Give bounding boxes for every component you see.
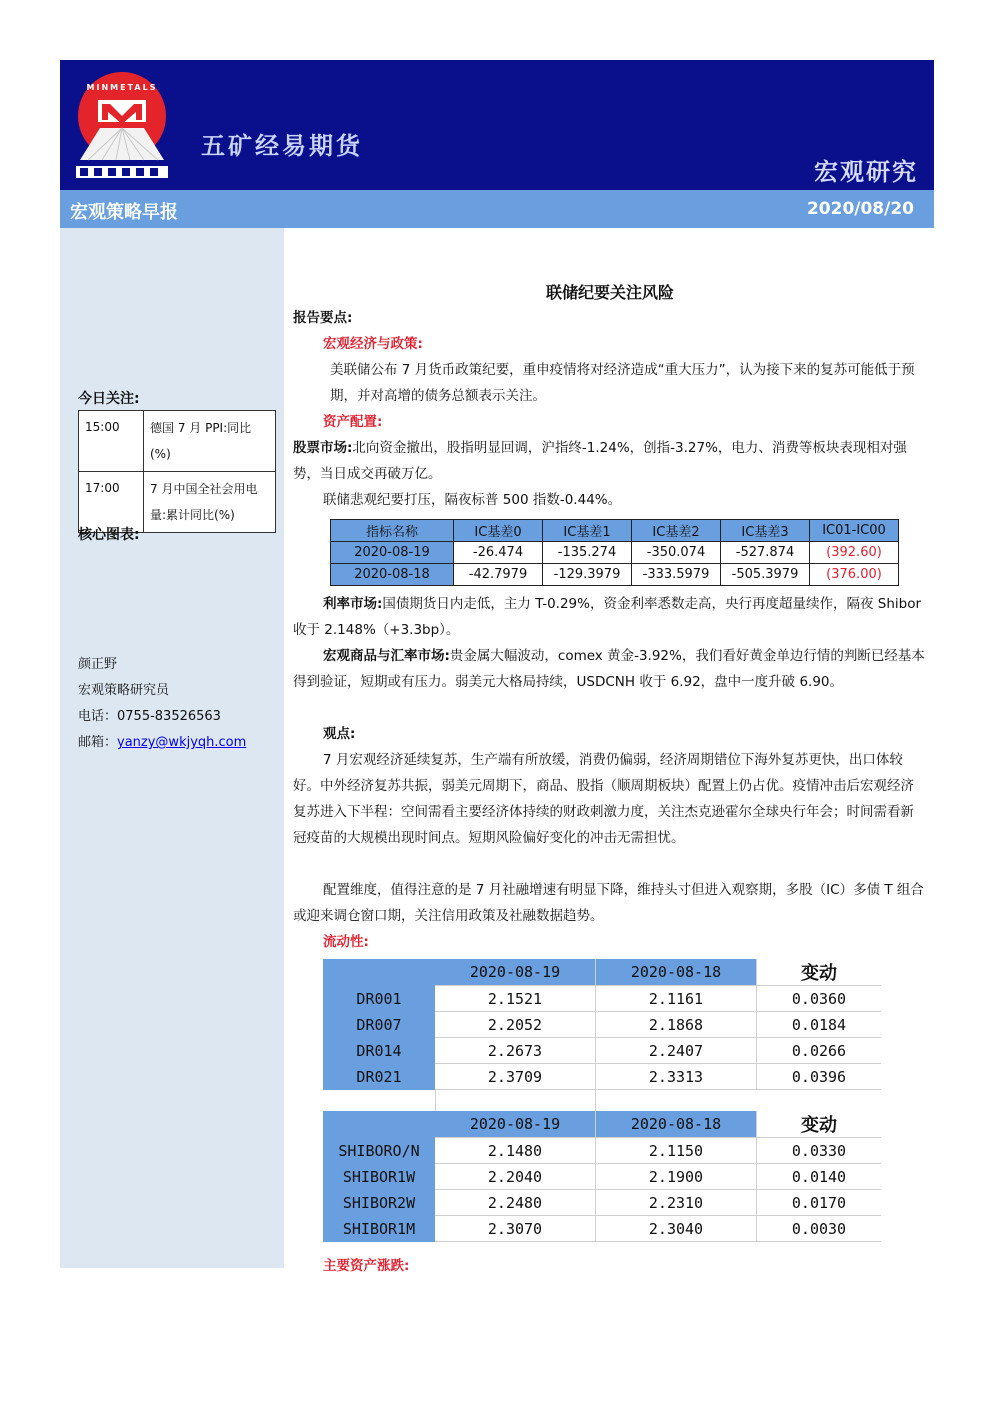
view-text: 7 月宏观经济延续复苏，生产端有所放缓，消费仍偏弱，经济周期错位下海外复苏更快，出口体较好。中外经济复苏共振，弱美元周期下，商品、股指（顺周期板块）配置上仍占优。疫情冲击后宏观经济复苏进入下半程：空间需看主要经济体持续的财政刺激力度，关注杰克逊霍尔全球央行年会；时间需看新冠疫苗的大规模出现时间点。短期风险偏好变化的冲击无需担忧。 [293,752,914,846]
table-cell: 2.1150 [596,1138,757,1164]
author-title: 宏观策略研究员 [78,683,170,698]
liquidity-tables-area [293,955,927,1253]
report-points-label: 报告要点: [293,310,353,326]
table-row [323,1190,881,1216]
fx-text: 贵金属大幅波动，comex 黄金-3.92%，我们看好黄金单边行情的判断已经基本得到验证，短期或有压力。弱美元大格局持续，USDCNH 收于 6.92，盘中一度升破 6.90。 [293,648,925,690]
row-label: SHIBOR1W [323,1164,435,1190]
report-header [60,60,934,190]
article-title: 联储纪要关注风险 [545,283,674,302]
row-label: DR001 [323,986,435,1012]
table-row [323,1138,881,1164]
svg-text:MINMETALS: MINMETALS [86,83,158,92]
focus-time: 17:00 [79,472,144,533]
dr-table [323,959,881,1115]
table-cell: 2.2310 [596,1190,757,1216]
column-header: 2020-08-18 [596,959,757,986]
table-cell: 2.3070 [435,1216,596,1242]
column-header: 变动 [757,959,882,986]
author-name: 颜正野 [78,657,118,672]
table-cell: 2.1161 [596,986,757,1012]
table-row [79,411,276,472]
table-cell: 2.1900 [596,1164,757,1190]
author-phone: 电话：0755-83526563 [78,709,221,724]
table-cell: 0.0330 [757,1138,882,1164]
today-focus-table [78,410,276,533]
table-cell: 2.2052 [435,1012,596,1038]
rate-paragraph [293,591,927,643]
row-label: SHIBOR1M [323,1216,435,1242]
stock-text-2: 联储悲观纪要打压，隔夜标普 500 指数-0.44%。 [323,492,622,508]
table-row [323,1216,881,1242]
table-cell: 0.0030 [757,1216,882,1242]
table-row [331,564,899,586]
focus-time: 15:00 [79,411,144,472]
minmetals-logo [74,70,170,180]
report-subbar [60,190,934,228]
report-series-title: 宏观策略早报 [70,202,178,223]
table-cell: 0.0396 [757,1064,882,1090]
row-label: SHIBOR2W [323,1190,435,1216]
asset-heading: 资产配置: [323,414,383,430]
author-email-row [78,730,246,756]
row-label: 2020-08-18 [331,564,454,586]
column-header: IC基差1 [543,520,632,542]
table-cell: 2.2407 [596,1038,757,1064]
table-header-row [323,1111,881,1138]
major-assets-heading: 主要资产涨跌: [323,1258,410,1274]
table-cell: 2.3313 [596,1064,757,1090]
table-row [323,1164,881,1190]
column-header: 2020-08-18 [596,1111,757,1138]
table-cell: 2.2673 [435,1038,596,1064]
fx-label: 宏观商品与汇率市场: [323,648,450,664]
column-header: 2020-08-19 [435,959,596,986]
column-header: IC基差3 [721,520,810,542]
table-cell: 2.2480 [435,1190,596,1216]
table-cell: -42.7979 [454,564,543,586]
column-header: IC基差0 [454,520,543,542]
today-focus-label: 今日关注: [78,391,140,407]
table-cell: 2.1521 [435,986,596,1012]
table-row [323,1038,881,1064]
email-label: 邮箱： [78,735,118,750]
ic-table-area [293,513,927,591]
table-cell: 2.2040 [435,1164,596,1190]
table-cell: -26.474 [454,542,543,564]
report-date: 2020/08/20 [806,199,914,219]
table-cell: -135.274 [543,542,632,564]
table-row [323,1064,881,1090]
column-header: 变动 [757,1111,882,1138]
table-cell: (392.60) [810,542,899,564]
view-label: 观点: [323,726,356,742]
table-cell: -129.3979 [543,564,632,586]
row-label: DR021 [323,1064,435,1090]
row-label: DR014 [323,1038,435,1064]
table-cell: -350.074 [632,542,721,564]
table-row [323,986,881,1012]
core-charts-label: 核心图表: [78,527,140,543]
table-cell: 2.1868 [596,1012,757,1038]
table-cell: (376.00) [810,564,899,586]
liquidity-heading: 流动性: [323,934,369,950]
ic-basis-table [330,519,899,586]
column-header: 2020-08-19 [435,1111,596,1138]
table-cell: 2.3040 [596,1216,757,1242]
table-cell: 0.0184 [757,1012,882,1038]
sidebar [60,228,284,1268]
row-label: 2020-08-19 [331,542,454,564]
department-title: 宏观研究 [814,157,918,186]
stock-label: 股票市场: [293,440,353,456]
alloc-text: 配置维度，值得注意的是 7 月社融增速有明显下降，维持头寸但进入观察期，多股（IC）多债 T 组合或迎来调仓窗口期，关注信用政策及社融数据趋势。 [293,882,924,924]
table-cell: -505.3979 [721,564,810,586]
macro-heading: 宏观经济与政策: [323,336,423,352]
table-cell: 2.1480 [435,1138,596,1164]
table-cell: 0.0360 [757,986,882,1012]
stock-text: 北向资金撤出，股指明显回调，沪指终-1.24%，创指-3.27%，电力、消费等板块表现相对强势，当日成交再破万亿。 [293,440,907,482]
focus-event: 德国 7 月 PPI:同比(%) [144,411,276,472]
table-cell: 0.0140 [757,1164,882,1190]
row-label: SHIBORO/N [323,1138,435,1164]
table-row [323,1012,881,1038]
author-info [78,652,246,756]
table-header-row [323,959,881,986]
column-header: 指标名称 [331,520,454,542]
stock-paragraph [293,435,927,487]
table-row [331,542,899,564]
macro-text: 美联储公布 7 月货币政策纪要，重申疫情将对经济造成“重大压力”，认为接下来的复苏可能低于预期，并对高增的债务总额表示关注。 [330,362,915,404]
table-cell: -527.874 [721,542,810,564]
table-cell: -333.5979 [632,564,721,586]
table-cell: 0.0266 [757,1038,882,1064]
focus-event: 7 月中国全社会用电量:累计同比(%) [144,472,276,533]
row-label: DR007 [323,1012,435,1038]
author-email-link[interactable]: yanzy@wkjyqh.com [117,735,247,750]
company-name: 五矿经易期货 [201,131,363,160]
main-content [293,280,927,1279]
rate-label: 利率市场: [323,596,383,612]
table-cell: 0.0170 [757,1190,882,1216]
table-header-row [331,520,899,542]
rate-text: 国债期货日内走低，主力 T-0.29%，资金利率悉数走高，央行再度超量续作，隔夜 Shibor 收于 2.148%（+3.3bp）。 [293,596,922,638]
column-header: IC基差2 [632,520,721,542]
column-header: IC01-IC00 [810,520,899,542]
shibor-table [323,1111,881,1242]
fx-paragraph [293,643,927,695]
table-cell: 2.3709 [435,1064,596,1090]
